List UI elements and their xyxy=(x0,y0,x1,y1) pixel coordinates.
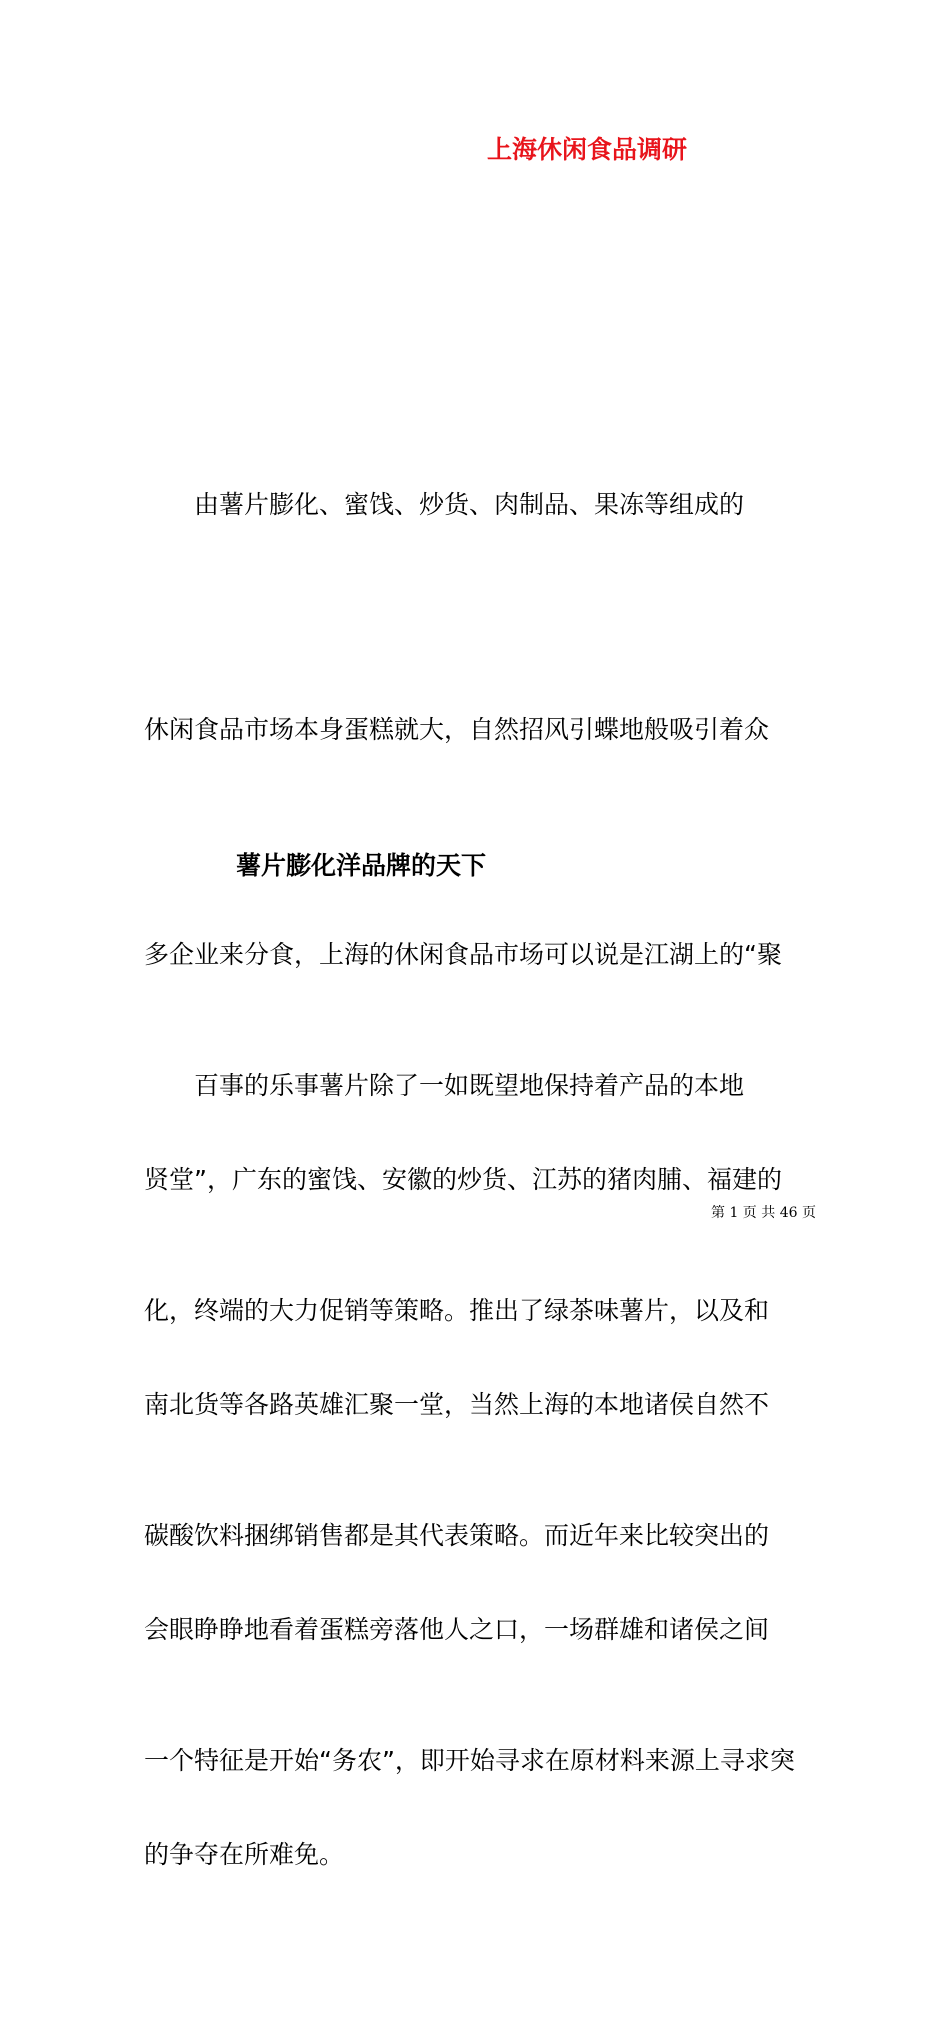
section-subheading: 薯片膨化洋品牌的天下 xyxy=(236,851,487,880)
paragraph-pepsi xyxy=(144,898,808,1948)
paragraph-line: 多企业来分食，上海的休闲食品市场可以说是江湖上的“聚 xyxy=(144,940,782,969)
paragraph-line: 的争夺在所难免。 xyxy=(144,1840,345,1869)
paragraph-line: 化，终端的大力促销等策略。推出了绿茶味薯片，以及和 xyxy=(144,1296,770,1325)
document-title: 上海休闲食品调研 xyxy=(487,135,688,164)
paragraph-line: 会眼睁睁地看着蛋糕旁落他人之口，一场群雄和诸侯之间 xyxy=(144,1615,770,1644)
paragraph-line: 贤堂”，广东的蜜饯、安徽的炒货、江苏的猪肉脯、福建的 xyxy=(144,1165,782,1194)
page-number-footer: 第 1 页 共 46 页 xyxy=(711,1205,816,1221)
paragraph-line: 一个特征是开始“务农”，即开始寻求在原材料来源上寻求突 xyxy=(144,1746,795,1775)
paragraph-line: 碳酸饮料捆绑销售都是其代表策略。而近年来比较突出的 xyxy=(144,1521,770,1550)
paragraph-line: 休闲食品市场本身蛋糕就大，自然招风引蝶地般吸引着众 xyxy=(144,715,770,744)
paragraph-line: 由薯片膨化、蜜饯、炒货、肉制品、果冻等组成的 xyxy=(144,490,745,519)
paragraph-line: 百事的乐事薯片除了一如既望地保持着产品的本地 xyxy=(144,1071,745,1100)
paragraph-line: 南北货等各路英雄汇聚一堂，当然上海的本地诸侯自然不 xyxy=(144,1390,770,1419)
